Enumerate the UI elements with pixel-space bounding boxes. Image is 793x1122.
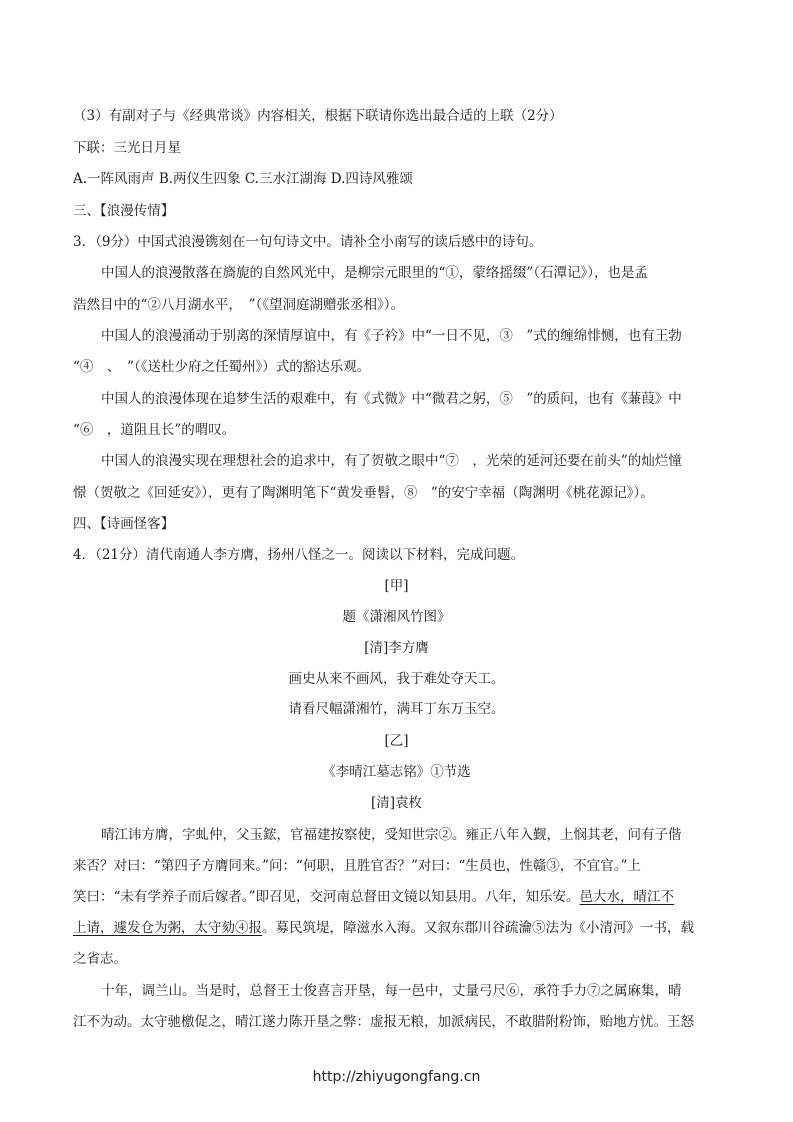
question-3: 3．（9分）中国式浪漫镌刻在一句句诗文中。请补全小南写的读后感中的诗句。 (73, 234, 543, 250)
poem-author: [清]李方膺 (364, 640, 429, 656)
prose-author: [清]袁枚 (370, 795, 423, 811)
prose-paragraph-1-line-1: 晴江讳方膺，字虬仲，父玉鋐，官福建按察使，受知世宗②。雍正八年入觐，上悯其老，问有子偕 (101, 827, 682, 843)
poem-line-1: 画史从来不画风，我于难处夺天工。 (288, 671, 505, 687)
section-3-heading: 三、【浪漫传情】 (73, 203, 175, 219)
paragraph-3-line-2: “⑥ ，道阻且长”的喟叹。 (73, 422, 236, 438)
paragraph-4-line-1: 中国人的浪漫实现在理想社会的追求中，有了贺敬之眼中“⑦ ，光荣的延河还要在前头”的灿烂憧 (101, 453, 682, 469)
paragraph-3-line-1: 中国人的浪漫体现在追梦生活的艰难中，有《式微》中“微君之躬，⑤ ”的质问，也有《蒹葭》中 (101, 391, 682, 407)
question-3-3-prompt: （3）有副对子与《经典常谈》内容相关，根据下联请你选出最合适的上联（2分） (73, 108, 563, 124)
prose-paragraph-2-line-2: 江不为动。太守驰檄促之，晴江遂力陈开垦之弊：虚报无粮，加派病民，不敢腊附粉饰，贻地方忧。王怒 (73, 1014, 694, 1030)
paragraph-2-line-1: 中国人的浪漫涌动于别离的深情厚谊中，有《子衿》中“一日不见，③ ”式的缠绵悱恻，也有王勃 (101, 328, 682, 344)
prose-paragraph-1-line-4 (73, 916, 694, 936)
poem-line-2: 请看尺幅潇湘竹，满耳丁东万玉空。 (288, 701, 505, 717)
prose-paragraph-1-line-2: 来否？对曰：“第四子方膺同来。”问：“何职，且胜官否？”对曰：“生员也，性赣③，不宜官。”上 (73, 858, 641, 874)
underlined-sentence: 上请，遽发仓为粥，太守劾④报 (73, 920, 262, 936)
paragraph-2-line-2: “④ 、 ”（《送杜少府之任蜀州》）式的豁达乐观。 (73, 359, 371, 375)
footer-url: http://zhiyugongfang.cn (312, 1069, 481, 1085)
paragraph-1-line-1: 中国人的浪漫散落在旖旎的自然风光中，是柳宗元眼里的“①，蒙络摇缀”（石潭记》），也是孟 (101, 265, 649, 281)
prose-text: 笑曰：“未有学养子而后嫁者。”即召见，交河南总督田文镜以知县用。八年，知乐安。 (73, 889, 580, 905)
prose-paragraph-1-line-5: 之省志。 (73, 951, 127, 967)
paragraph-1-line-2: 浩然目中的“②八月湖水平， ”（《望洞庭湖赠张丞相》）。 (73, 297, 405, 313)
paragraph-4-line-2: 憬（贺敬之《回延安》），更有了陶渊明笔下“黄发垂髫，⑧ ”的安宁幸福（陶渊明《桃花源记》）。 (73, 485, 654, 501)
material-yi-label: [乙] (384, 733, 409, 749)
answer-options: A.一阵风雨声 B.两仪生四象 C.三水江湖海 D.四诗风雅颂 (73, 171, 413, 187)
prose-paragraph-1-line-3 (73, 885, 674, 905)
underlined-sentence: 邑大水，晴江不 (579, 889, 675, 905)
poem-title: 题《潇湘风竹图》 (342, 609, 451, 625)
section-4-heading: 四、【诗画怪客】 (73, 516, 175, 532)
material-jia-label: [甲] (384, 578, 409, 594)
prose-paragraph-2-line-1: 十年，调兰山。当是时，总督王士俊喜言开垦，每一邑中，丈量弓尺⑥，承符手力⑦之属麻集，晴 (101, 983, 682, 999)
prose-title: 《李晴江墓志铭》①节选 (322, 764, 471, 780)
prose-text: 。募民筑堤，障滋水入海。又叙东郡川谷疏瀹⑤法为《小清河》一书，载 (262, 920, 694, 936)
question-4: 4．（21分）清代南通人李方膺，扬州八怪之一。阅读以下材料，完成问题。 (73, 547, 525, 563)
lower-couplet: 下联：三光日月星 (73, 140, 181, 156)
